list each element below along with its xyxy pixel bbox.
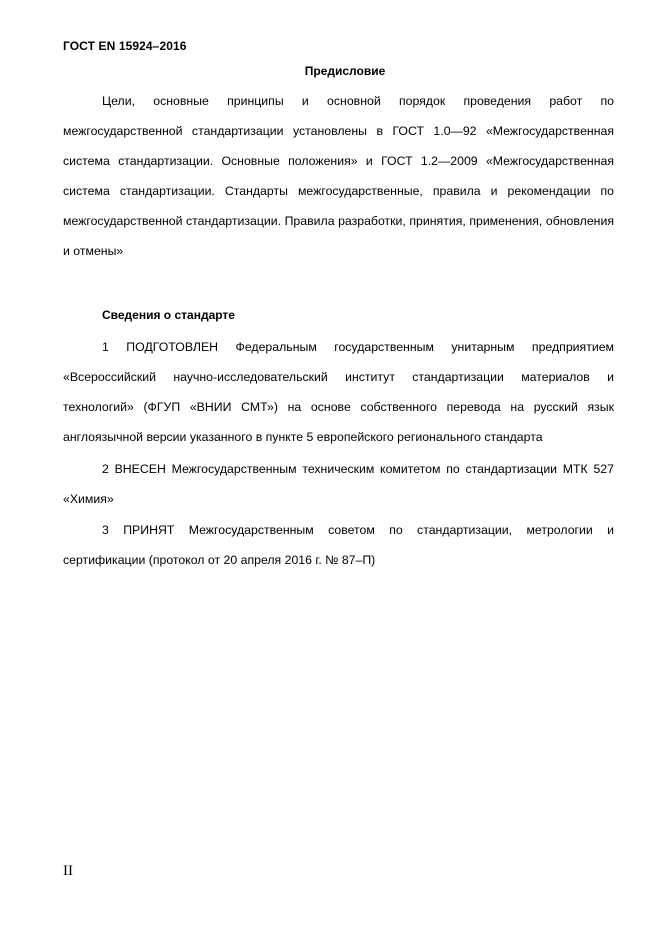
standard-info-item: 3 ПРИНЯТ Межгосударственным советом по стандартизации, метрологии и сертификации (протокол от 20 апреля 2016 г. № 87–П) [63,523,614,567]
standard-info-item: 1 ПОДГОТОВЛЕН Федеральным государственным унитарным предприятием «Всероссийский научно-исследовательский институт стандартизации материалов и технологий» (ФГУП «ВНИИ СМТ») на основе собственного перевода на русский язык англоязычной версии указанного в пункте 5 европейского регионального стандарта [63,340,614,444]
document-code: ГОСТ EN 15924–2016 [63,39,187,53]
standard-info-item: 2 ВНЕСЕН Межгосударственным техническим комитетом по стандартизации МТК 527 «Химия» [63,462,614,506]
foreword-paragraph: Цели, основные принципы и основной порядок проведения работ по межгосударственной стандартизации установлены в ГОСТ 1.0—92 «Межгосударственная система стандартизации. Основные положения» и ГОСТ 1.2—2009 «Межгосударственная система стандартизации. Стандарты межгосударственные, правила и рекомендации по межгосударственной стандартизации. Правила разработки, принятия, применения, обновления и отмены» [63,94,614,258]
standard-info-heading: Сведения о стандарте [102,308,235,322]
foreword-heading: Предисловие [304,64,386,78]
page-number: II [63,863,73,879]
